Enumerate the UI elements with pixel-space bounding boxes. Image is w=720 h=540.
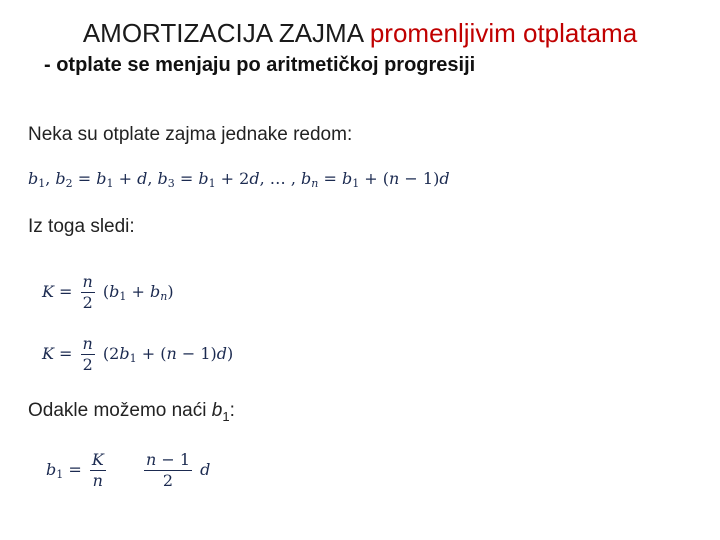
slide-title <box>0 18 720 49</box>
fraction-n-over-2: $\frac{n}{2}$ <box>82 272 93 312</box>
find-text: Odakle možemo naći $b_1$: <box>28 400 235 424</box>
sum-formula-2: K = $\frac{n}{2}$ $(2b_1 + (n - 1)d)$ <box>42 334 234 374</box>
fraction-n-over-2: $\frac{n}{2}$ <box>82 334 93 374</box>
follows-text: Iz toga sledi: <box>28 216 135 237</box>
intro-text: Neka su otplate zajma jednake redom: <box>28 124 353 145</box>
slide-subtitle: - otplate se menjaju po aritmetičkoj progresiji <box>44 54 476 76</box>
sum-formula-1: K = $\frac{n}{2}$ $(b_1 + b_n)$ <box>42 272 174 312</box>
fraction-n-minus-1-over-2: $\frac{n - 1}{2}$ <box>145 450 191 490</box>
title-part-main: AMORTIZACIJA ZAJMA <box>82 18 363 48</box>
sequence-formula: $b_1$, $b_2 = b_1 + d$, $b_3 = b_1 + 2d$, … , $b_n = b_1 + (n - 1)d$ <box>28 169 450 190</box>
title-part-highlight: promenljivim otplatama <box>369 18 638 48</box>
fraction-k-over-n: $\frac{K}{n}$ <box>91 450 104 490</box>
b1-formula: $b_1$ = $\frac{K}{n}$ $\frac{n - 1}{2}$ d <box>46 450 211 490</box>
